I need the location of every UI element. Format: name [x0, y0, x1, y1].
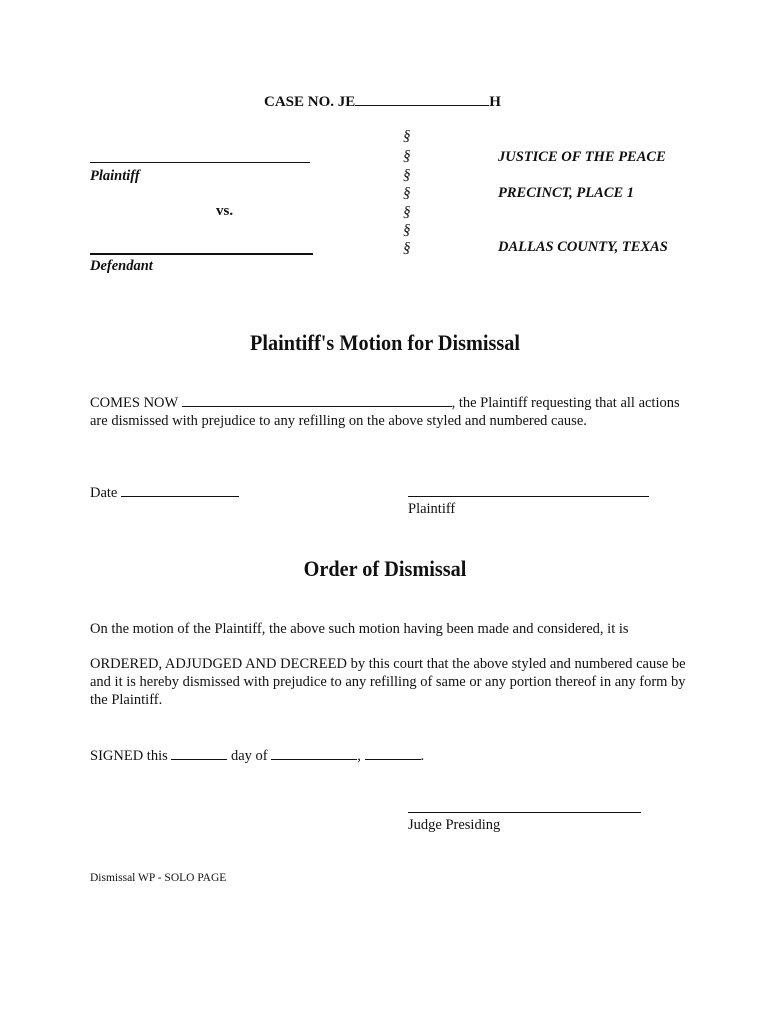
section-symbol: § — [403, 128, 411, 144]
judge-signature-line[interactable] — [408, 812, 641, 813]
plaintiff-signature-label: Plaintiff — [408, 501, 456, 517]
comes-now-paragraph — [90, 392, 690, 430]
order-title: Order of Dismissal — [303, 556, 467, 581]
signed-comma: , — [357, 748, 361, 764]
signed-date-row — [90, 745, 424, 765]
section-symbol: § — [403, 240, 411, 256]
case-number — [264, 93, 501, 111]
case-number-suffix: H — [489, 94, 501, 110]
court-name: JUSTICE OF THE PEACE — [498, 149, 666, 165]
order-paragraph-1: On the motion of the Plaintiff, the above such motion having been made and considered, it is — [90, 621, 629, 637]
plaintiff-name-line[interactable] — [90, 162, 310, 163]
date-label: Date — [90, 485, 118, 501]
comes-now-field[interactable] — [182, 392, 452, 407]
order-paragraph-2: ORDERED, ADJUDGED AND DECREED by this court that the above styled and numbered cause be and it is hereby dismissed with prejudice to any refilling of same or any portion thereof in any form by the Plaintiff. — [90, 656, 686, 708]
case-number-label: CASE NO. JE — [264, 94, 356, 110]
comes-now-suffix: , the Plaintiff requesting that all actions are dismissed with prejudice to any refilling on the above styled and numbered cause. — [90, 395, 680, 429]
section-symbol: § — [403, 167, 411, 183]
motion-title: Plaintiff's Motion for Dismissal — [249, 330, 521, 355]
plaintiff-signature-line[interactable] — [408, 496, 649, 497]
defendant-name-line[interactable] — [90, 253, 313, 255]
form-footer: Dismissal WP - SOLO PAGE — [90, 872, 227, 884]
section-symbol: § — [403, 204, 411, 220]
signed-day-of: day of — [231, 748, 268, 764]
signed-day-field[interactable] — [171, 745, 227, 760]
case-number-field[interactable] — [355, 93, 489, 106]
versus-label: vs. — [216, 203, 234, 219]
section-symbol: § — [403, 222, 411, 238]
motion-date — [90, 482, 239, 502]
signed-year-field[interactable] — [365, 745, 421, 760]
signed-period: . — [420, 748, 425, 764]
judge-label: Judge Presiding — [408, 817, 501, 833]
court-county: DALLAS COUNTY, TEXAS — [498, 239, 668, 255]
section-symbol: § — [403, 148, 411, 164]
court-precinct: PRECINCT, PLACE 1 — [498, 185, 635, 201]
comes-now-prefix: COMES NOW — [90, 395, 178, 411]
defendant-label: Defendant — [90, 258, 153, 274]
signed-prefix: SIGNED this — [90, 748, 168, 764]
date-field[interactable] — [121, 482, 239, 497]
section-symbol: § — [403, 185, 411, 201]
signed-month-field[interactable] — [271, 745, 357, 760]
plaintiff-label: Plaintiff — [90, 168, 140, 184]
